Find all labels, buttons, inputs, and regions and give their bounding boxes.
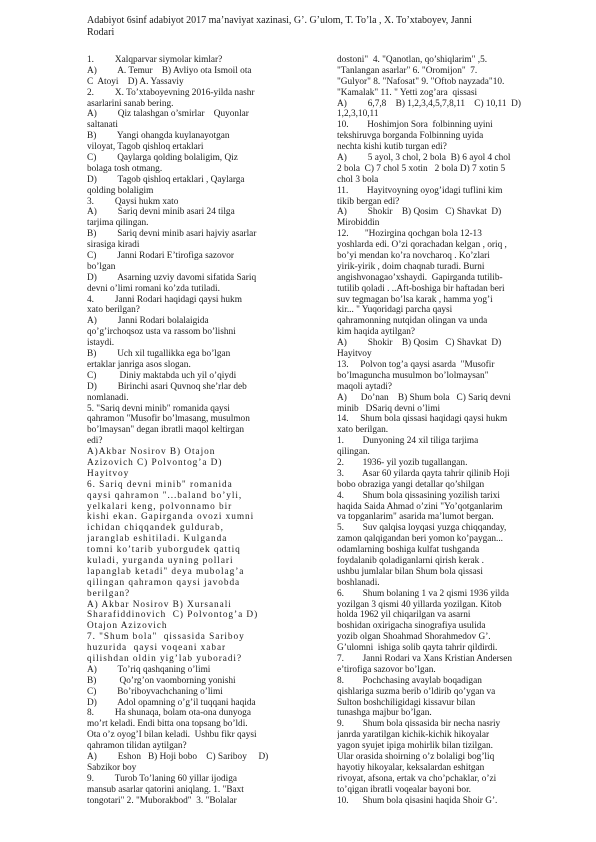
text-line: C) Bo’riboyvachchaning o’limi	[87, 686, 223, 697]
text-line: zamon qalqigandan beri yomon ko’paygan...	[337, 534, 504, 545]
text-line: odamlarning boshiga kulfat tushganda	[337, 545, 480, 556]
text-line: tarjima qilingan.	[87, 218, 149, 229]
text-line: bo’yi mendan ko’ra novcharoq . Ko’zlari	[337, 251, 490, 262]
text-line: xato berilgan.	[337, 425, 389, 436]
text-line: boshidan oxirigacha sinografiya usulida	[337, 621, 486, 632]
text-line: bo’lmaguncha musulmon bo’lolmaysan"	[337, 370, 489, 381]
text-line: qahramon tilidan aytilgan?	[87, 741, 187, 752]
text-line: Mirobiddin	[337, 218, 380, 229]
text-line: tekshiruvga borganda Folbinning uyida	[337, 131, 484, 142]
text-line: A) A. Temur B) Avliyo ota Ismoil ota	[87, 65, 252, 76]
text-line: tunashga majbur bo’lgan.	[337, 708, 432, 719]
text-line: qishlariga suzma berib o’ldirib qo’ygan va	[337, 686, 496, 697]
text-line: dostoni" 4. "Qanotlan, qo’shiqlarim" ,5.	[337, 55, 488, 65]
text-line: rivoyat, afsona, ertak va cho’pchaklar, o’zi	[337, 773, 497, 784]
text-line: janrda yaratilgan kichik-kichik hikoyalar	[337, 730, 490, 741]
text-line: 5. "Sariq devni minib" romanida qaysi	[87, 403, 230, 414]
text-line: 7. "Shum bola" qissasida Sariboy	[87, 632, 245, 643]
text-line: haqida Saida Ahmad o’zini "Yo’qotganlarim	[337, 501, 503, 512]
text-line: kuladi, yurganda uyning pollari	[87, 555, 234, 566]
text-line: qolding bolaligim	[87, 185, 154, 196]
text-line: suv tegmagan bo’lsa karak , hamma yog’i	[337, 294, 493, 305]
text-line: qilishdan oldin yig’lab yuboradi?	[87, 653, 243, 664]
text-line: viloyat, Tagob qishloq ertaklari	[87, 142, 204, 153]
text-line: D) Adol opamning o’g’il tuqqani haqida	[87, 697, 256, 708]
text-line: ushbu jumlalar bilan Shum bola qissasi	[337, 566, 483, 577]
text-line: A) Shokir B) Qosim C) Shavkat D)	[337, 338, 502, 349]
text-line: qahramonning nutqidan olingan va unda	[337, 316, 488, 327]
text-line: qahramon "Musofir bo’lmasang, musulmon	[87, 414, 250, 425]
text-line: 8. Ha shunaqa, bolam ota-ona dunyoga	[87, 708, 251, 719]
text-line: 6. Sariq devni minib" romanida	[87, 479, 233, 490]
text-line: yagon syujet ipiga mohirlik bilan tizilgan.	[337, 741, 493, 752]
text-line: ichidan chiqqandek guldurab,	[87, 523, 224, 534]
text-line: yozib olgan Shoahmad Shorahmedov G’.	[337, 632, 491, 643]
text-line: A) Qiz talashgan o’smirlar Quyonlar	[87, 109, 249, 120]
text-line: saltanati	[87, 120, 118, 131]
text-line: devni o’limi romani ko’zda tutiladi.	[87, 283, 220, 294]
text-line: 2. 1936- yil yozib tugallangan.	[337, 457, 468, 468]
text-line: tikib bergan edi?	[337, 196, 400, 207]
text-line: Sulton boshchiligidagi kissavur bilan	[337, 697, 476, 708]
text-line: 1,2,3,10,11	[337, 109, 379, 120]
text-line: asarlarini sanab bering.	[87, 98, 174, 109]
text-line: kishi ekan. Gapirganda ovozi xumni	[87, 512, 255, 523]
text-line: 5. Suv qalqisa loyqasi yuzga chiqqanday,	[337, 523, 507, 534]
text-line: 2 bola C) 7 chol 5 xotin 2 bola D) 7 xotin 5	[337, 163, 506, 174]
text-line: C) Janni Rodari E’tirofiga sazovor	[87, 251, 234, 262]
text-line: foydalanib qoladiganlarni qirish kerak .	[337, 555, 484, 566]
text-line: 8. Pochchasing avaylab boqadigan	[337, 675, 482, 686]
text-line: 9. Turob To’laning 60 yillar ijodiga	[87, 773, 237, 784]
document-header	[87, 15, 517, 39]
text-line: maqoli aytadi?	[337, 381, 392, 392]
text-line: nechta kishi kutib turgan edi?	[337, 142, 447, 153]
text-line: yelkalari keng, polvonnamo bir	[87, 501, 233, 512]
text-line: qo’g’irchoqsoz usta va rassom bo’lishni	[87, 327, 236, 338]
text-line: Sharafiddinovich C) Polvontog’a D)	[87, 610, 259, 621]
text-line: kim haqida aytilgan?	[337, 327, 415, 338]
text-line: yozilgan 3 qismi 40 yillarda yozilgan. Kitob	[337, 599, 502, 610]
text-line: bobo obraziga yangi detallar qo’shilgan	[337, 479, 485, 490]
text-line: A) To’riq qashqaning o’limi	[87, 664, 211, 675]
text-line: kir... " Yuqoridagi parcha qaysi	[337, 305, 453, 316]
text-line: 3. Asar 60 yilarda qayta tahrir qilinib Hoji	[337, 468, 510, 479]
text-line: to’qigan ibratli voqealar bayoni bor.	[337, 784, 471, 795]
text-line: 10. Hoshimjon Sora folbinning uyini	[337, 120, 493, 131]
text-line: C) Diniy maktabda uch yil o’qiydi	[87, 370, 237, 381]
text-line: e’tirofiga sazovor bo’lgan.	[337, 664, 436, 675]
text-line: bo’lgan	[87, 261, 116, 272]
text-line: lapanglab ketadi" deya mubolag’a	[87, 566, 245, 577]
text-line: A) Sariq devni minib asari 24 tilga	[87, 207, 235, 218]
text-line: angishvonagao’xshaydi. Gapirganda tutilib-	[337, 272, 503, 283]
left-column	[87, 55, 317, 806]
text-line: 11. Hayitvoyning oyog’idagi tuflini kim	[337, 185, 503, 196]
text-line: qilingan qahramon qaysi javobda	[87, 577, 241, 588]
header-line: Adabiyot 6sinf adabiyot 2017 ma’naviyat xazinasi, G’. G’ulom, T. To’la , X. To’xtaboyev, Janni	[87, 15, 472, 26]
text-line: hayotiy hikoyalar, keksalardan eshitgan	[337, 762, 485, 773]
text-line: mansub asarlar qatorini aniqlang. 1. "Baxt	[87, 784, 244, 795]
text-line: tongotari" 2. "Muborakbod" 3. "Bolalar	[87, 795, 237, 806]
text-line: yoshlarda edi. O’zi qorachadan kelgan , oriq ,	[337, 240, 507, 251]
text-line: 7. Janni Rodari va Xans Kristian Andersen	[337, 653, 513, 664]
text-line: Ular orasida shoirning o’z bolaligi bog’liq	[337, 752, 495, 762]
text-line: D) Asarning uzviy davomi sifatida Sariq	[87, 272, 257, 283]
text-line: B) Uch xil tugallikka ega bo’lgan	[87, 349, 231, 360]
text-line: B) Yangi ohangda kuylanayotgan	[87, 131, 230, 142]
text-line: berilgan?	[87, 588, 131, 599]
text-line: D) Tagob qishloq ertaklari , Qaylarga	[87, 174, 245, 185]
text-line: xato berilgan?	[87, 305, 140, 316]
text-line: mo’rt keladi. Endi bitta ona topsang bo’ldi.	[87, 719, 248, 730]
text-line: ertaklar janriga asos slogan.	[87, 359, 191, 370]
text-line: boshlanadi.	[337, 577, 380, 588]
text-line: tutilib qoladi . ..Aft-boshiga bir haftadan beri	[337, 283, 505, 294]
text-line: qilingan.	[337, 447, 370, 458]
text-line: holda 1962 yil chiqarilgan va asarni	[337, 610, 471, 621]
text-line: 12. "Hozirgina qochgan bola 12-13	[337, 229, 482, 240]
text-line: yirik-yirik , doim chaqnab turadi. Burni	[337, 261, 485, 272]
text-line: A)Akbar Nosirov B) Otajon	[87, 447, 216, 458]
text-line: tomni ko’tarib yuborgudek qattiq	[87, 545, 241, 556]
text-line: G’ulomni ishiga solib qayta tahrir qildirdi.	[337, 643, 498, 654]
text-line: chol 3 bola	[337, 174, 379, 185]
text-line: "Tanlangan asarlar" 6. "Oromijon" 7.	[337, 65, 478, 76]
text-line: sirasiga kiradi	[87, 240, 140, 251]
text-line: A) Eshon B) Hoji bobo C) Sariboy D)	[87, 752, 269, 762]
text-line: Sabzikor boy	[87, 762, 137, 773]
text-line: D) Birinchi asari Quvnoq she’rlar deb	[87, 381, 247, 392]
text-line: Otajon Azizovich	[87, 621, 168, 632]
text-line: nomlanadi.	[87, 392, 129, 403]
text-line: 1. Xalqparvar siymolar kimlar?	[87, 55, 223, 65]
text-line: A) 5 ayol, 3 chol, 2 bola B) 6 ayol 4 chol	[337, 153, 511, 164]
text-line: 4. Shum bola qissasining yozilish tarixi	[337, 490, 500, 501]
text-line: Hayitvoy	[87, 468, 130, 479]
text-line: Azizovich C) Polvontog’a D)	[87, 457, 223, 468]
text-line: bolaga tosh otmang.	[87, 163, 163, 174]
text-line: Ota o’z oyog’I bilan keladi. Ushbu fikr qaysi	[87, 730, 257, 741]
text-line: qaysi qahramon "...baland bo’yli,	[87, 490, 243, 501]
text-line: A) Janni Rodari bolalaigida	[87, 316, 209, 327]
text-line: B) Qo’rg’on vaomborning yonishi	[87, 675, 236, 686]
text-line: A) Akbar Nosirov B) Xursanali	[87, 599, 232, 610]
text-line: bo’lmaysan" degan ibratli maqol keltirgan	[87, 425, 244, 436]
right-column	[337, 55, 565, 806]
text-line: 9. Shum bola qissasida bir necha nasriy	[337, 719, 501, 730]
text-line: 1. Dunyoning 24 xil tiliga tarjima	[337, 436, 479, 447]
text-line: A) Do’nan B) Shum bola C) Sariq devni	[337, 392, 511, 403]
text-line: 6. Shum bolaning 1 va 2 qismi 1936 yilda	[337, 588, 509, 599]
text-line: edi?	[87, 436, 103, 447]
header-line: Rodari	[87, 27, 115, 38]
text-line: 14. Shum bola qissasi haqidagi qaysi hukm	[337, 414, 508, 425]
text-line: 10. Shum bola qisasini haqida Shoir G’.	[337, 795, 498, 806]
text-line: huzurida qaysi voqeani xabar	[87, 643, 227, 654]
text-line: "Gulyor" 8. "Nafosat" 9. "Oftob nayzada"10.	[337, 76, 505, 87]
text-line: C) Qaylarga qolding bolaligim, Qiz	[87, 153, 238, 164]
text-line: va topganlarim" asarida ma’lumot bergan.	[337, 512, 494, 523]
text-line: A) 6,7,8 B) 1,2,3,4,5,7,8,11 C) 10,11 D)	[337, 98, 521, 109]
text-line: 2. X. To’xtaboyevning 2016-yilda nashr	[87, 87, 255, 98]
text-line: 13. Polvon tog’a qaysi asarda "Musofir	[337, 359, 495, 370]
text-line: A) Shokir B) Qosim C) Shavkat D)	[337, 207, 502, 218]
text-line: Hayitvoy	[337, 349, 372, 360]
text-line: "Kamalak" 11. " Yetti zog’ara qissasi	[337, 87, 478, 98]
text-line: jaranglab eshitiladi. Kulganda	[87, 534, 228, 545]
text-line: 4. Janni Rodari haqidagi qaysi hukm	[87, 294, 242, 305]
text-line: C Atoyi D) A. Yassaviy	[87, 76, 184, 87]
text-line: B) Sariq devni minib asari hajviy asarlar	[87, 229, 257, 240]
text-line: istaydi.	[87, 338, 115, 349]
text-line: minib DSariq devni o’limi	[337, 403, 441, 414]
text-line: 3. Qaysi hukm xato	[87, 196, 179, 207]
